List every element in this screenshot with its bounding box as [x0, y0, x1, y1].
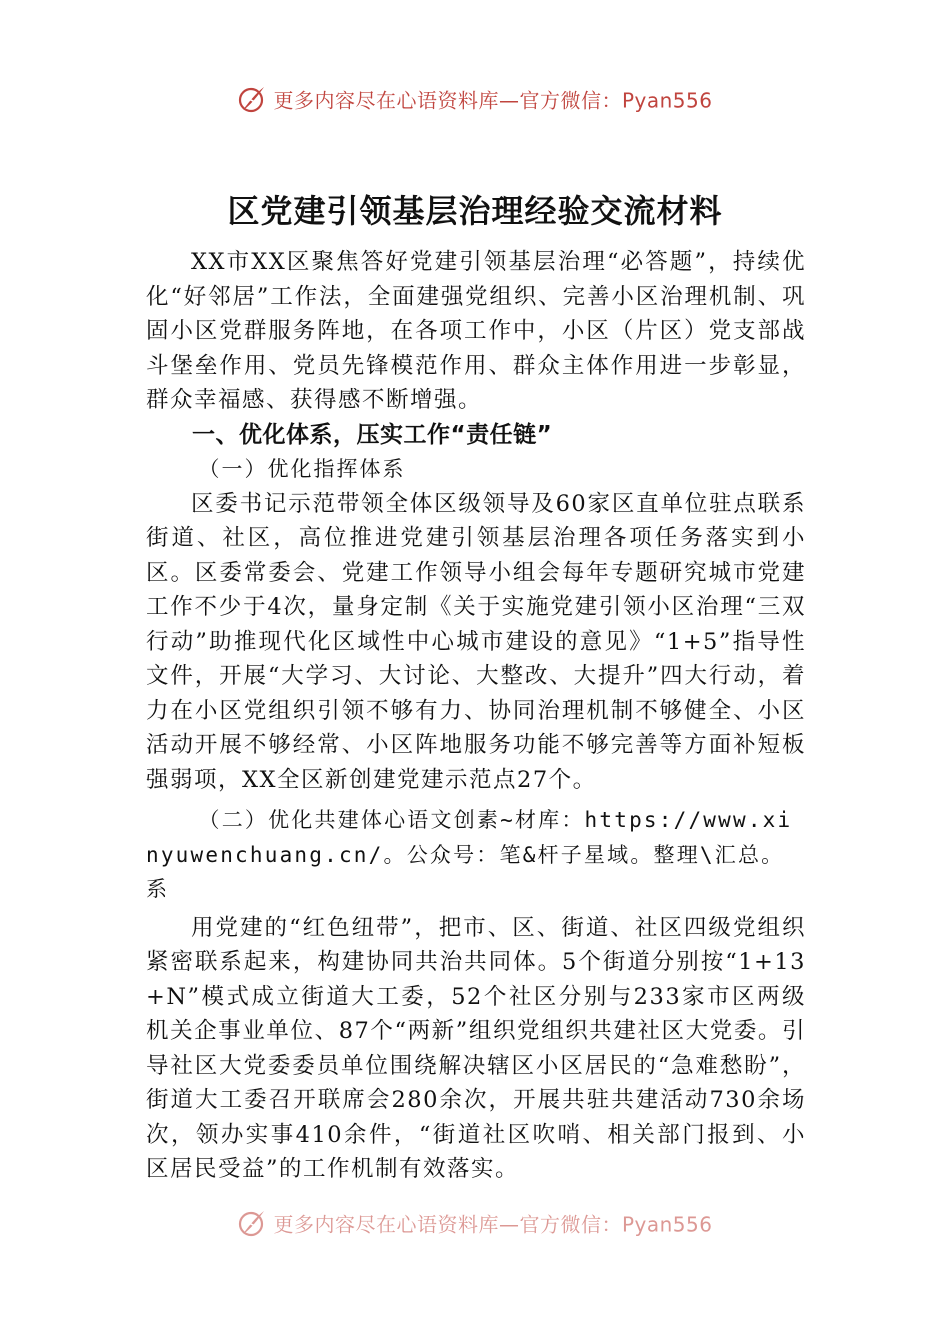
- subsection-heading-1: （一）优化指挥体系: [198, 457, 406, 481]
- watermark-text: 更多内容尽在心语资料库—官方微信：Pyan556: [273, 1212, 713, 1237]
- watermark-header: [0, 84, 950, 114]
- subsection-1-paragraph: 区委书记示范带领全体区级领导及60家区直单位驻点联系街道、社区，高位推进党建引领基层治理各项任务落实到小区。区委常委会、党建工作领导小组会每年专题研究城市党建工作不少于4次，量身定制《关于实施党建引领小区治理“三双行动”助推现代化区域性中心城市建设的意见》“1+5”指导性文件，开展“大学习、大讨论、大整改、大提升”四大行动，着力在小区党组织引领不够有力、协同治理机制不够健全、小区活动开展不够经常、小区阵地服务功能不够完善等方面补短板强弱项，XX全区新创建党建示范点27个。: [146, 490, 806, 793]
- subsection-heading-2: （二）优化共建体心语文创素~材库：https://www.xinyuwenchuang.cn/。公众号：笔&杆子星域。整理\汇总。系: [146, 808, 793, 901]
- quill-pen-icon: [237, 84, 267, 114]
- section-heading-1: 一、优化体系，压实工作“责任链”: [192, 421, 553, 448]
- watermark-text: 更多内容尽在心语资料库—官方微信：Pyan556: [273, 88, 713, 113]
- subsection-2-paragraph: 用党建的“红色纽带”，把市、区、街道、社区四级党组织紧密联系起来，构建协同共治共同体。5个街道分别按“1+13+N”模式成立街道大工委，52个社区分别与233家市区两级机关企事业单位、87个“两新”组织党组织共建社区大党委。引导社区大党委委员单位围绕解决辖区小区居民的“急难愁盼”，街道大工委召开联席会280余次，开展共驻共建活动730余场次，领办实事410余件，“街道社区吹哨、相关部门报到、小区居民受益”的工作机制有效落实。: [146, 914, 806, 1182]
- watermark-footer: [0, 1208, 950, 1238]
- document-body: [146, 245, 806, 1187]
- intro-paragraph: XX市XX区聚焦答好党建引领基层治理“必答题”，持续优化“好邻居”工作法，全面建强党组织、完善小区治理机制、巩固小区党群服务阵地，在各项工作中，小区（片区）党支部战斗堡垒作用、党员先锋模范作用、群众主体作用进一步彰显，群众幸福感、获得感不断增强。: [146, 249, 806, 413]
- document-title: 区党建引领基层治理经验交流材料: [227, 192, 723, 230]
- quill-pen-icon: [237, 1208, 267, 1238]
